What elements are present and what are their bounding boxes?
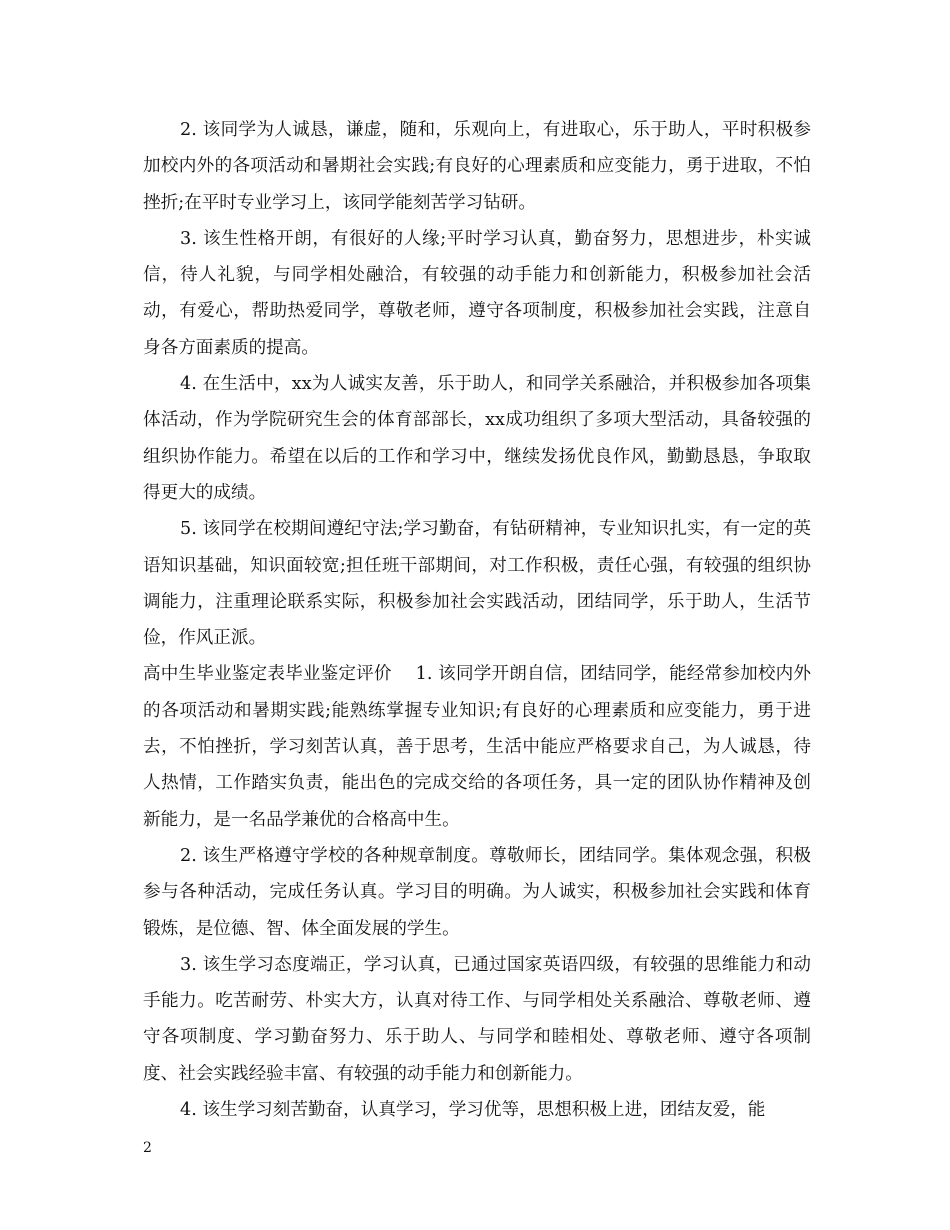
document-body — [143, 112, 811, 1128]
section-paragraph-2: 2. 该生严格遵守学校的各种规章制度。尊敬师长，团结同学。集体观念强，积极参与各种活动，完成任务认真。学习目的明确。为人诚实，积极参加社会实践和体育锻炼，是位德、智、体全面发展的学生。 — [143, 845, 811, 939]
section-paragraph-4: 4. 该生学习刻苦勤奋，认真学习，学习优等，思想积极上进，团结友爱，能 — [180, 1100, 766, 1121]
paragraph-evaluation-4: 4. 在生活中，xx为人诚实友善，乐于助人，和同学关系融洽，并积极参加各项集体活动，作为学院研究生会的体育部部长，xx成功组织了多项大型活动，具备较强的组织协作能力。希望在以后的工作和学习中，继续发扬优良作风，勤勤恳恳，争取取得更大的成绩。 — [143, 374, 811, 503]
paragraph-evaluation-2: 2. 该同学为人诚恳，谦虚，随和，乐观向上，有进取心，乐于助人，平时积极参加校内外的各项活动和暑期社会实践;有良好的心理素质和应变能力，勇于进取，不怕挫折;在平时专业学习上，该同学能刻苦学习钻研。 — [143, 120, 811, 213]
section-heading: 高中生毕业鉴定表毕业鉴定评价 — [143, 664, 392, 685]
section-paragraph-3: 3. 该生学习态度端正，学习认真，已通过国家英语四级，有较强的思维能力和动手能力。吃苦耐劳、朴实大方，认真对待工作、与同学相处关系融洽、尊敬老师、遵守各项制度、学习勤奋努力、乐于助人、与同学和睦相处、尊敬老师、遵守各项制度、社会实践经验丰富、有较强的动手能力和创新能力。 — [143, 954, 811, 1084]
paragraph-evaluation-3: 3. 该生性格开朗，有很好的人缘;平时学习认真，勤奋努力，思想进步，朴实诚信，待人礼貌，与同学相处融洽，有较强的动手能力和创新能力，积极参加社会活动，有爱心，帮助热爱同学，尊敬老师，遵守各项制度，积极参加社会实践，注意自身各方面素质的提高。 — [143, 228, 811, 358]
page-number: 2 — [143, 1140, 152, 1156]
section-block — [143, 656, 811, 837]
paragraph-evaluation-5: 5. 该同学在校期间遵纪守法;学习勤奋，有钻研精神，专业知识扎实，有一定的英语知识基础，知识面较宽;担任班干部期间，对工作积极，责任心强，有较强的组织协调能力，注重理论联系实际，积极参加社会实践活动，团结同学，乐于助人，生活节俭，作风正派。 — [143, 519, 811, 649]
section-paragraph-1: 1. 该同学开朗自信，团结同学，能经常参加校内外的各项活动和暑期实践;能熟练掌握专业知识;有良好的心理素质和应变能力，勇于进去，不怕挫折，学习刻苦认真，善于思考，生活中能应严格要求自己，为人诚恳，待人热情，工作踏实负责，能出色的完成交给的各项任务，具一定的团队协作精神及创新能力，是一名品学兼优的合格高中生。 — [143, 664, 811, 830]
